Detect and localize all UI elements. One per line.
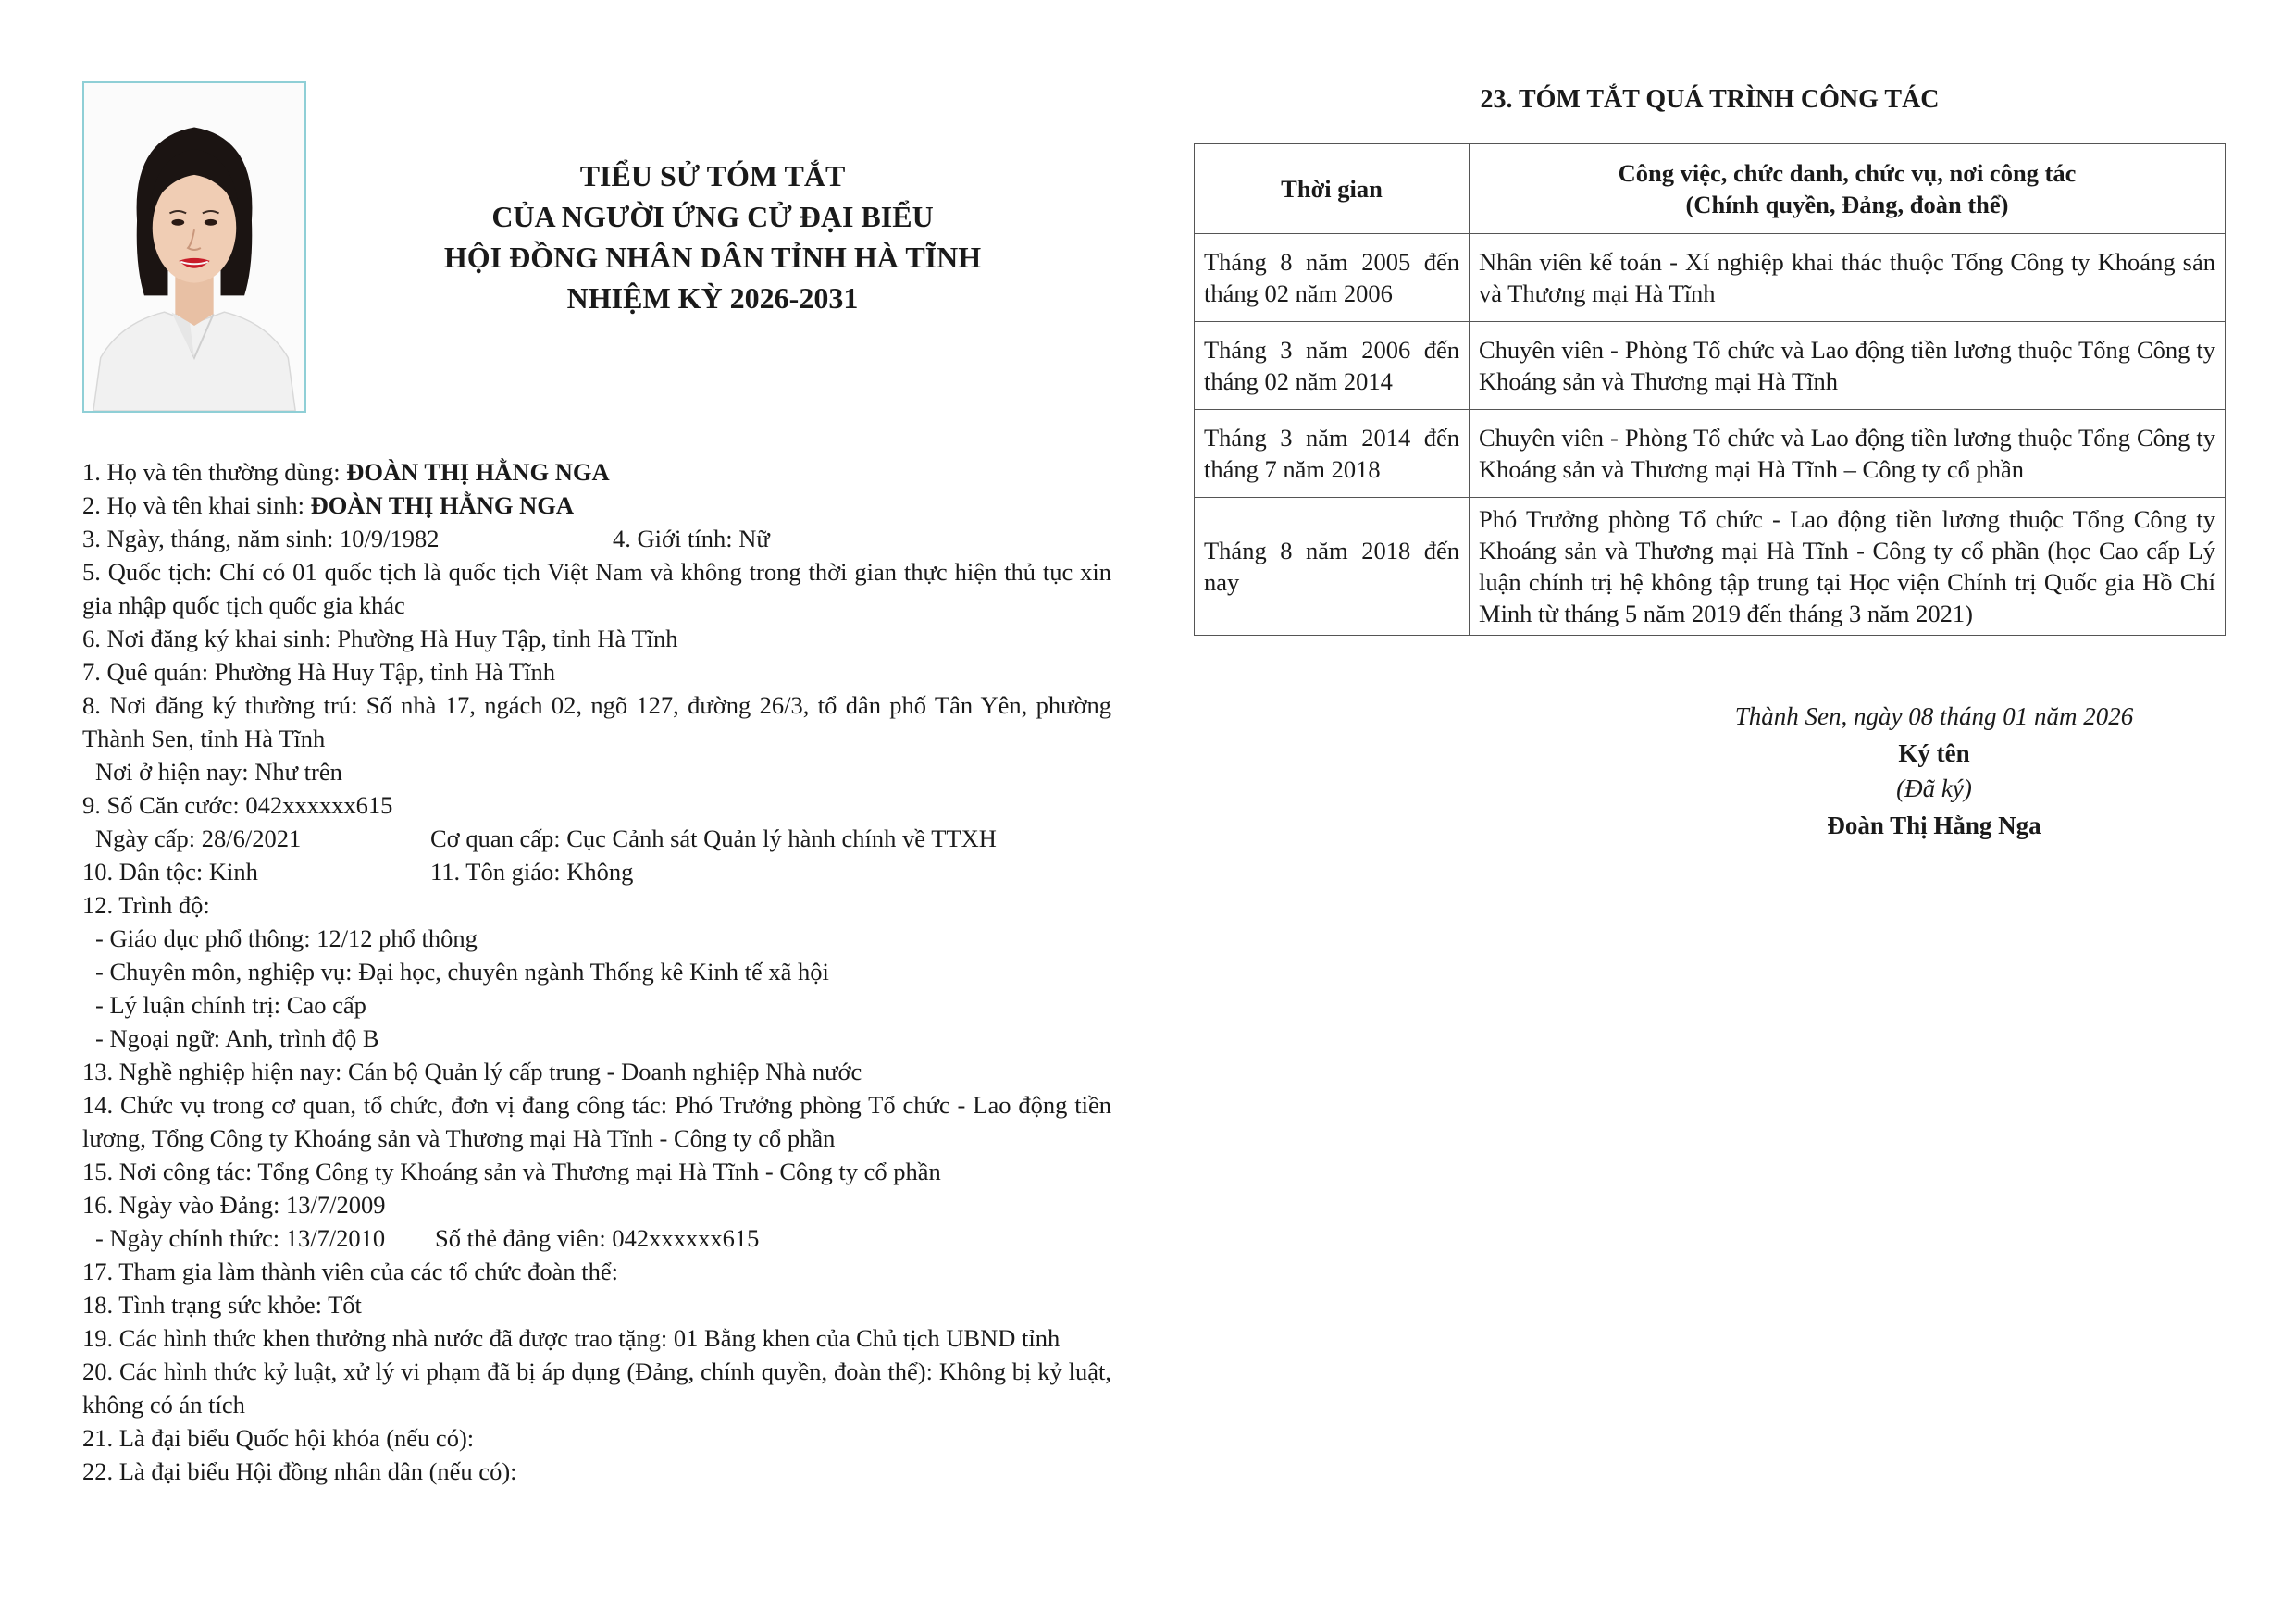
religion: 11. Tôn giáo: Không: [430, 858, 634, 886]
row-time: Tháng 8 năm 2018 đến nay: [1195, 498, 1470, 636]
row-time: Tháng 8 năm 2005 đến tháng 02 năm 2006: [1195, 234, 1470, 322]
health-status: 18. Tình trạng sức khỏe: Tốt: [82, 1291, 362, 1319]
birth-name: ĐOÀN THỊ HẰNG NGA: [310, 491, 574, 519]
table-row: [1195, 322, 2226, 410]
row-desc: Phó Trưởng phòng Tổ chức - Lao động tiền lương thuộc Tổng Công ty Khoáng sản và Thương mại Hà Tĩnh - Công ty cổ phần (học Cao cấp Lý luận chính trị hệ không tập trung tại Học viện Chính trị Quốc gia Hồ Chí Minh từ tháng 5 năm 2019 đến tháng 3 năm 2021): [1470, 498, 2226, 636]
title-line-4: NHIỆM KỲ 2026-2031: [566, 281, 859, 315]
party-join-date: 16. Ngày vào Đảng: 13/7/2009: [82, 1191, 386, 1219]
workplace: 15. Nơi công tác: Tổng Công ty Khoáng sản và Thương mại Hà Tĩnh - Công ty cổ phần: [82, 1158, 941, 1185]
title-line-3: HỘI ĐỒNG NHÂN DÂN TỈNH HÀ TĨNH: [443, 241, 982, 274]
col-job-header-line2: (Chính quyền, Đảng, đoàn thể): [1685, 191, 2009, 218]
id-issue-line: [82, 822, 1111, 855]
position: 14. Chức vụ trong cơ quan, tổ chức, đơn vị đang công tác: Phó Trưởng phòng Tổ chức - Lao động tiền lương, Tổng Công ty Khoáng sản và Thương mại Hà Tĩnh - Công ty cổ phần: [82, 1091, 1111, 1152]
personal-info: [82, 455, 1111, 1488]
professional-qualification: - Chuyên môn, nghiệp vụ: Đại học, chuyên ngành Thống kê Kinh tế xã hội: [95, 958, 829, 986]
gender: 4. Giới tính: Nữ: [613, 525, 770, 552]
info-line-2: [82, 489, 1111, 522]
row-desc: Nhân viên kế toán - Xí nghiệp khai thác thuộc Tổng Công ty Khoáng sản và Thương mại Hà Tĩnh: [1470, 234, 2226, 322]
nationality: 5. Quốc tịch: Chỉ có 01 quốc tịch là quốc tịch Việt Nam và không trong thời gian thực hiện thủ tục xin gia nhập quốc tịch quốc gia khác: [82, 558, 1111, 619]
table-header-row: [1195, 144, 2226, 234]
id-issuer: Cơ quan cấp: Cục Cảnh sát Quản lý hành chính về TTXH: [430, 824, 997, 852]
permanent-residence: 8. Nơi đăng ký thường trú: Số nhà 17, ngách 02, ngõ 127, đường 26/3, tổ dân phố Tân Yên, phường Thành Sen, tỉnh Hà Tĩnh: [82, 691, 1111, 752]
info-line-3: [82, 522, 1111, 555]
general-education: - Giáo dục phổ thông: 12/12 phổ thông: [95, 924, 478, 952]
row-time: Tháng 3 năm 2006 đến tháng 02 năm 2014: [1195, 322, 1470, 410]
col-time-header: Thời gian: [1195, 144, 1470, 234]
signed-note: (Đã ký): [1896, 775, 1972, 802]
title-line-1: TIỂU SỬ TÓM TẮT: [579, 159, 846, 192]
place-date: Thành Sen, ngày 08 tháng 01 năm 2026: [1734, 702, 2134, 730]
portrait-image: [84, 83, 304, 411]
current-residence: Nơi ở hiện nay: Như trên: [95, 758, 342, 786]
col-job-header: [1470, 144, 2226, 234]
ethnicity: 10. Dân tộc: Kinh: [82, 858, 258, 886]
awards: 19. Các hình thức khen thưởng nhà nước đã được trao tặng: 01 Bằng khen của Chủ tịch UBND tỉnh: [82, 1324, 1061, 1352]
political-theory: - Lý luận chính trị: Cao cấp: [95, 991, 366, 1019]
info-label: 2. Họ và tên khai sinh:: [82, 491, 311, 519]
education-heading: 12. Trình độ:: [82, 891, 210, 919]
row-time: Tháng 3 năm 2014 đến tháng 7 năm 2018: [1195, 410, 1470, 498]
col-job-header-line1: Công việc, chức danh, chức vụ, nơi công tác: [1618, 159, 2077, 187]
id-issue-date: Ngày cấp: 28/6/2021: [95, 824, 302, 852]
id-number: 9. Số Căn cước: 042xxxxxx615: [82, 791, 393, 819]
national-assembly-delegate: 21. Là đại biểu Quốc hội khóa (nếu có):: [82, 1424, 475, 1452]
table-row: [1195, 410, 2226, 498]
work-history-table: [1194, 143, 2226, 636]
party-official-line: [82, 1221, 1111, 1255]
sign-label: Ký tên: [1898, 739, 1970, 767]
birth-registration: 6. Nơi đăng ký khai sinh: Phường Hà Huy Tập, tỉnh Hà Tĩnh: [82, 625, 678, 652]
table-row: [1195, 498, 2226, 636]
ethnicity-religion-line: [82, 855, 1111, 888]
title-line-2: CỦA NGƯỜI ỨNG CỬ ĐẠI BIỂU: [491, 200, 934, 233]
discipline: 20. Các hình thức kỷ luật, xử lý vi phạm đã bị áp dụng (Đảng, chính quyền, đoàn thể): Không bị kỷ luật, không có án tích: [82, 1357, 1111, 1419]
party-card-number: Số thẻ đảng viên: 042xxxxxx615: [435, 1224, 760, 1252]
signer-name: Đoàn Thị Hằng Nga: [1827, 812, 2041, 839]
info-label: 1. Họ và tên thường dùng:: [82, 458, 347, 486]
birth-date: 3. Ngày, tháng, năm sinh: 10/9/1982: [82, 525, 440, 552]
work-history-title: 23. TÓM TẮT QUÁ TRÌNH CÔNG TÁC: [1480, 85, 1940, 114]
hometown: 7. Quê quán: Phường Hà Huy Tập, tỉnh Hà Tĩnh: [82, 658, 555, 686]
foreign-language: - Ngoại ngữ: Anh, trình độ B: [95, 1024, 379, 1052]
document-title: [370, 155, 1055, 318]
common-name: ĐOÀN THỊ HẰNG NGA: [346, 458, 610, 486]
row-desc: Chuyên viên - Phòng Tổ chức và Lao động tiền lương thuộc Tổng Công ty Khoáng sản và Thương mại Hà Tĩnh – Công ty cổ phần: [1470, 410, 2226, 498]
council-delegate: 22. Là đại biểu Hội đồng nhân dân (nếu có):: [82, 1457, 517, 1485]
portrait-photo: [82, 81, 306, 413]
party-official-date: - Ngày chính thức: 13/7/2010: [95, 1224, 386, 1252]
info-line-1: [82, 455, 1111, 489]
organizations: 17. Tham gia làm thành viên của các tổ chức đoàn thể:: [82, 1258, 619, 1285]
table-row: [1195, 234, 2226, 322]
row-desc: Chuyên viên - Phòng Tổ chức và Lao động tiền lương thuộc Tổng Công ty Khoáng sản và Thương mại Hà Tĩnh: [1470, 322, 2226, 410]
occupation: 13. Nghề nghiệp hiện nay: Cán bộ Quản lý cấp trung - Doanh nghiệp Nhà nước: [82, 1058, 862, 1085]
